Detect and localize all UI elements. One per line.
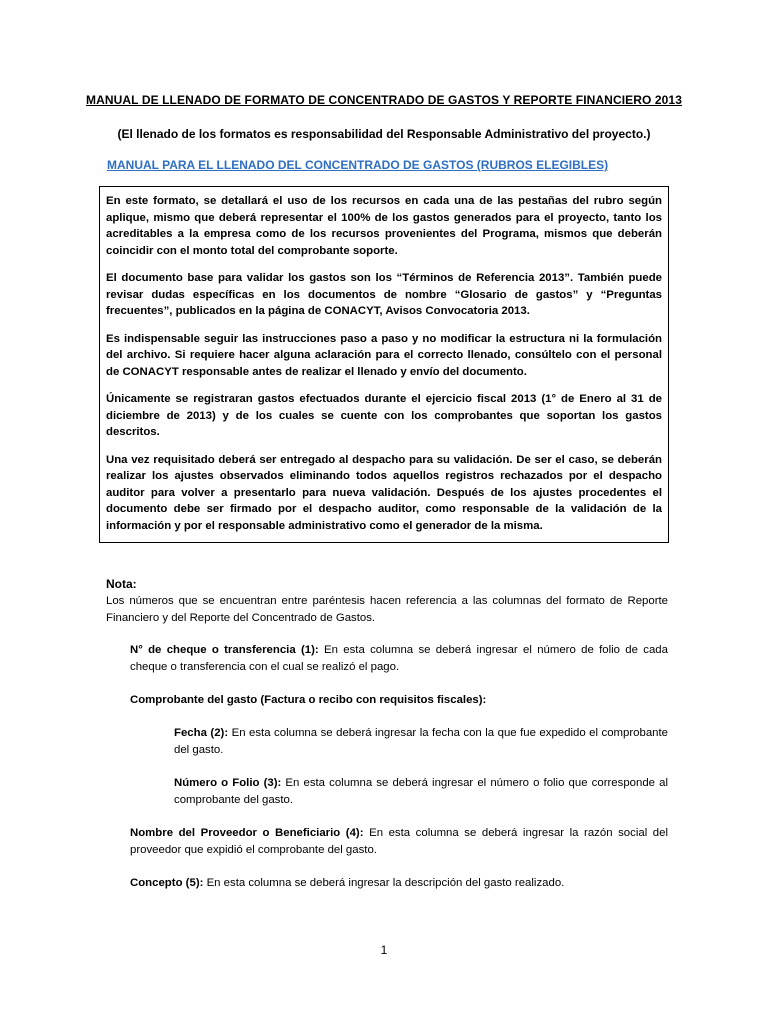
item-cheque-label: N° de cheque o transferencia (1): xyxy=(130,644,319,656)
item-concepto-label: Concepto (5): xyxy=(130,877,204,889)
item-cheque-text: En esta columna se deberá ingresar el número de folio de cada cheque o transferencia con el cual se realizó el pago. xyxy=(130,644,668,673)
box-paragraph: En este formato, se detallará el uso de los recursos en cada una de las pestañas del rubro según aplique, mismo que deberá representar el 100% de los gastos generados para el proyecto, tanto los acreditables a la empresa como de los recursos provenientes del Programa, mismos que deberán coincidir con el monto total del comprobante soporte. xyxy=(106,195,662,257)
item-fecha-label: Fecha (2): xyxy=(174,727,229,739)
document-subtitle: (El llenado de los formatos es responsabilidad del Responsable Administrativo del proyecto.) xyxy=(117,127,651,141)
item-fecha xyxy=(174,725,668,758)
section-heading: MANUAL PARA EL LLENADO DEL CONCENTRADO DE GASTOS (RUBROS ELEGIBLES) xyxy=(107,158,609,172)
item-cheque xyxy=(130,642,668,675)
item-comprobante-label: Comprobante del gasto (Factura o recibo con requisitos fiscales): xyxy=(130,694,487,706)
item-proveedor-text: En esta columna se deberá ingresar la razón social del proveedor que expidió el comprobante del gasto. xyxy=(130,827,668,856)
instructions-box xyxy=(99,186,669,543)
nota-heading: Nota: xyxy=(106,577,137,591)
item-proveedor-label: Nombre del Proveedor o Beneficiario (4): xyxy=(130,827,364,839)
item-numero-label: Número o Folio (3): xyxy=(174,777,282,789)
document-title: MANUAL DE LLENADO DE FORMATO DE CONCENTRADO DE GASTOS Y REPORTE FINANCIERO 2013 xyxy=(86,93,682,107)
item-comprobante xyxy=(130,692,668,709)
item-numero xyxy=(174,775,668,808)
box-paragraph: Una vez requisitado deberá ser entregado al despacho para su validación. De ser el caso, se deberán realizar los ajustes observados eliminando todos aquellos registros rechazados por el despacho auditor para volver a presentarlo para nueva validación. Después de los ajustes procedentes el documento debe ser firmado por el despacho auditor, como responsable de la validación de la información y por el responsable administrativo como el generador de la misma. xyxy=(106,453,662,532)
item-fecha-text: En esta columna se deberá ingresar la fecha con la que fue expedido el comprobante del gasto. xyxy=(174,727,668,756)
page-number: 1 xyxy=(380,943,388,957)
item-numero-text: En esta columna se deberá ingresar el número o folio que corresponde al comprobante del gasto. xyxy=(174,777,668,806)
box-paragraph: Únicamente se registraran gastos efectuados durante el ejercicio fiscal 2013 (1° de Enero al 31 de diciembre de 2013) y de los cuales se cuente con los comprobantes que soportan los gastos descritos. xyxy=(106,393,662,438)
nota-text: Los números que se encuentran entre paréntesis hacen referencia a las columnas del formato de Reporte Financiero y del Reporte del Concentrado de Gastos. xyxy=(106,595,668,624)
item-concepto-text: En esta columna se deberá ingresar la descripción del gasto realizado. xyxy=(203,877,565,889)
box-paragraph: El documento base para validar los gastos son los “Términos de Referencia 2013”. También puede revisar dudas específicas en los documentos de nombre “Glosario de gastos” y “Preguntas frecuentes”, publicados en la página de CONACYT, Avisos Convocatoria 2013. xyxy=(106,272,662,317)
item-concepto xyxy=(130,875,668,892)
item-proveedor xyxy=(130,825,668,858)
box-paragraph: Es indispensable seguir las instrucciones paso a paso y no modificar la estructura ni la formulación del archivo. Si requiere hacer alguna aclaración para el correcto llenado, consúltelo con el personal de CONACYT responsable antes de realizar el llenado y envío del documento. xyxy=(106,332,662,378)
